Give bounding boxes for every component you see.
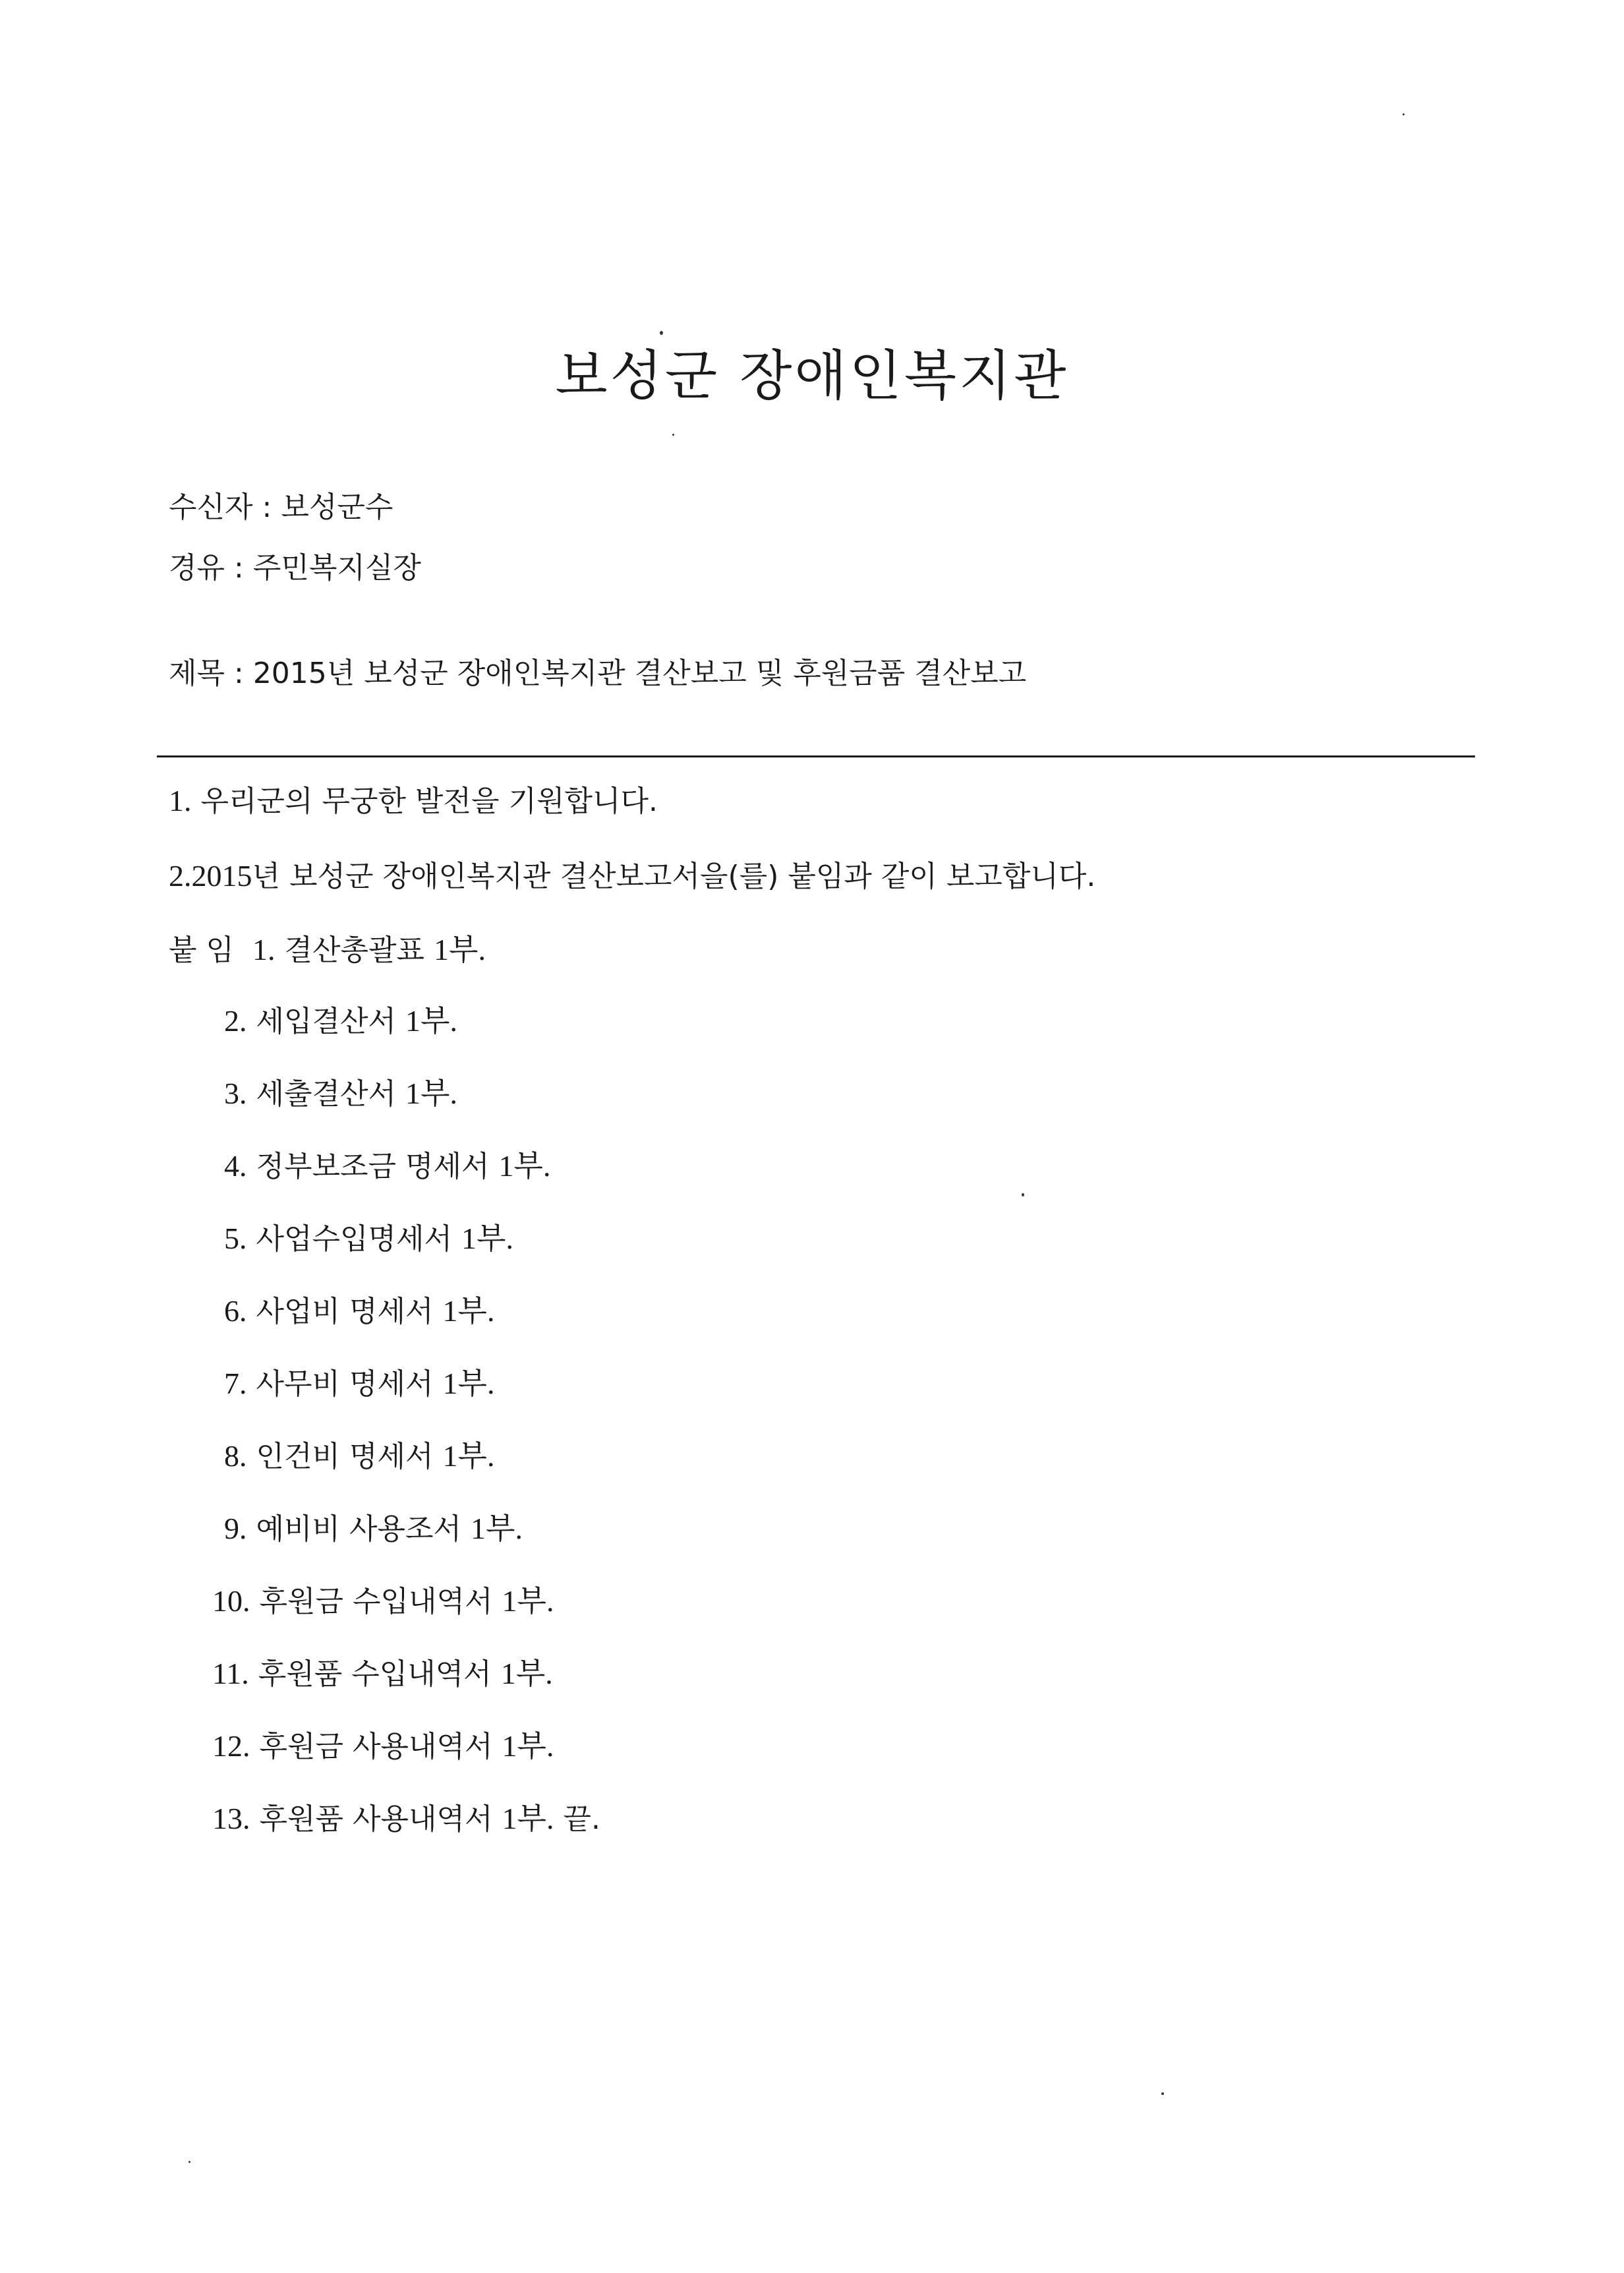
attachment-qty: 1부. bbox=[461, 1222, 513, 1255]
via-separator: : bbox=[225, 551, 253, 585]
scan-speck bbox=[672, 434, 674, 436]
attachment-number: 1. bbox=[252, 933, 276, 966]
paragraph-number: 2. bbox=[169, 859, 192, 893]
paragraph-text: 우리군의 무궁한 발전을 기원합니다. bbox=[200, 784, 658, 818]
attachment-name: 세입결산서 bbox=[256, 1005, 397, 1038]
attachment-label: 붙 임 bbox=[169, 933, 234, 967]
paragraph-text: 년 보성군 장애인복지관 결산보고서을(를) 붙임과 같이 보고합니다. bbox=[252, 860, 1096, 893]
attachment-number: 12. bbox=[212, 1729, 250, 1763]
attachment-qty: 1부. bbox=[442, 1367, 495, 1400]
list-item bbox=[224, 1151, 550, 1181]
attachment-name: 사업수입명세서 bbox=[256, 1222, 453, 1256]
scan-speck bbox=[660, 331, 663, 335]
attachment-name: 세출결산서 bbox=[256, 1077, 397, 1111]
attachment-qty: 1부. bbox=[502, 1584, 554, 1618]
list-item bbox=[212, 1586, 554, 1616]
list-item bbox=[224, 1224, 513, 1254]
scan-speck bbox=[188, 2161, 190, 2163]
scan-speck bbox=[1403, 113, 1405, 115]
attachment-number: 4. bbox=[224, 1149, 247, 1183]
attachment-name: 예비비 사용조서 bbox=[256, 1512, 462, 1546]
recipient-separator: : bbox=[252, 490, 281, 524]
paragraph-2 bbox=[169, 861, 1095, 891]
attachment-number: 5. bbox=[224, 1222, 247, 1255]
attachment-qty: 1부. bbox=[500, 1657, 553, 1690]
subject-line bbox=[169, 659, 1026, 688]
subject-value: 2015년 보성군 장애인복지관 결산보고 및 후원금품 결산보고 bbox=[252, 657, 1027, 690]
attachment-name: 인건비 명세서 bbox=[256, 1440, 434, 1473]
subject-label: 제목 bbox=[169, 657, 225, 690]
scan-speck bbox=[1022, 1193, 1024, 1196]
list-item bbox=[224, 1369, 494, 1399]
attachment-qty: 1부. bbox=[442, 1294, 495, 1328]
attachment-name: 사무비 명세서 bbox=[256, 1367, 434, 1401]
attachment-qty: 1부. bbox=[502, 1729, 554, 1763]
attachment-name: 후원품 사용내역서 bbox=[259, 1802, 493, 1836]
subject-separator: : bbox=[225, 657, 253, 690]
attachment-qty: 1부. bbox=[502, 1802, 554, 1835]
attachment-qty: 1부. bbox=[471, 1512, 523, 1545]
attachment-number: 11. bbox=[212, 1657, 249, 1690]
scan-speck bbox=[1161, 2092, 1164, 2095]
attachment-name: 정부보조금 명세서 bbox=[256, 1150, 490, 1183]
attachment-number: 7. bbox=[224, 1367, 247, 1400]
via-value: 주민복지실장 bbox=[252, 551, 421, 585]
attachment-name: 후원금 수입내역서 bbox=[259, 1585, 493, 1618]
attachment-number: 13. bbox=[212, 1802, 250, 1835]
paragraph-year: 2015 bbox=[191, 859, 252, 893]
attachment-name: 후원금 사용내역서 bbox=[259, 1730, 493, 1763]
attachment-name: 후원품 수입내역서 bbox=[258, 1657, 492, 1691]
header-divider bbox=[157, 755, 1475, 757]
attachment-qty: 1부. bbox=[498, 1149, 551, 1183]
via-line bbox=[169, 551, 421, 585]
list-item bbox=[224, 1514, 523, 1544]
attachment-qty: 1부. bbox=[434, 933, 486, 966]
attachment-qty: 1부. bbox=[405, 1004, 457, 1038]
list-item bbox=[224, 1006, 457, 1036]
attachment-name: 사업비 명세서 bbox=[256, 1295, 434, 1328]
recipient-line bbox=[169, 490, 393, 524]
attachment-qty: 1부. bbox=[405, 1077, 457, 1110]
document-title: 보성군 장애인복지관 bbox=[555, 345, 1069, 407]
paragraph-number: 1. bbox=[169, 784, 192, 817]
attachment-number: 3. bbox=[224, 1077, 247, 1110]
attachment-heading bbox=[169, 935, 486, 965]
list-item bbox=[212, 1731, 554, 1761]
list-item bbox=[224, 1078, 457, 1109]
list-item bbox=[224, 1296, 494, 1326]
attachment-qty: 1부. bbox=[442, 1439, 495, 1473]
end-mark: 끝. bbox=[554, 1802, 600, 1836]
attachment-number: 6. bbox=[224, 1294, 247, 1328]
attachment-number: 2. bbox=[224, 1004, 247, 1038]
attachment-number: 8. bbox=[224, 1439, 247, 1473]
recipient-value: 보성군수 bbox=[281, 490, 393, 524]
attachment-number: 10. bbox=[212, 1584, 250, 1618]
list-item bbox=[212, 1659, 553, 1689]
attachment-name: 결산총괄표 bbox=[284, 933, 425, 967]
list-item bbox=[212, 1804, 600, 1834]
via-label: 경유 bbox=[169, 551, 225, 585]
list-item bbox=[224, 1441, 494, 1471]
paragraph-1 bbox=[169, 786, 658, 816]
attachment-number: 9. bbox=[224, 1512, 247, 1545]
recipient-label: 수신자 bbox=[169, 490, 253, 524]
